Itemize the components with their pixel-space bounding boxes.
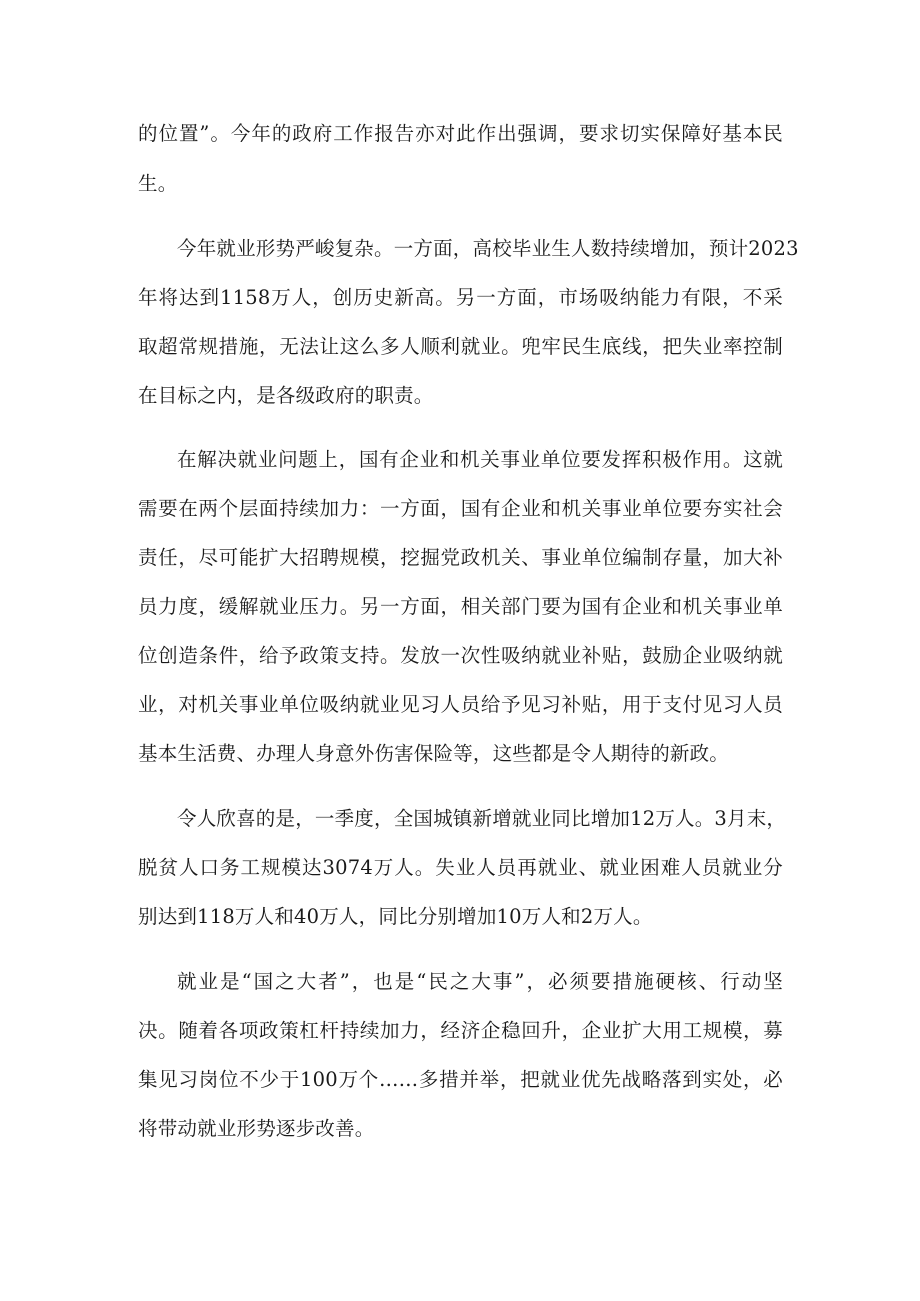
text-line-14: 令人欣喜的是，一季度，全国城镇新增就业同比增加12万人。3月末，: [177, 807, 787, 830]
text-line-5: 取超常规措施，无法让这么多人顺利就业。兜牢民生底线，把失业率控制: [138, 335, 783, 358]
text-line-11: 位创造条件，给予政策支持。发放一次性吸纳就业补贴，鼓励企业吸纳就: [138, 644, 783, 667]
text-line-4: 年将达到1158万人，创历史新高。另一方面，市场吸纳能力有限，不采: [138, 286, 783, 309]
text-line-20: 将带动就业形势逐步改善。: [138, 1117, 375, 1140]
text-line-19: 集见习岗位不少于100万个……多措并举，把就业优先战略落到实处，必: [138, 1068, 783, 1091]
text-line-17: 就业是“国之大者”，也是“民之大事”，必须要措施硬核、行动坚: [177, 970, 783, 993]
text-line-8: 需要在两个层面持续加力：一方面，国有企业和机关事业单位要夯实社会: [138, 497, 783, 520]
text-line-13: 基本生活费、办理人身意外伤害保险等，这些都是令人期待的新政。: [138, 742, 730, 765]
text-line-16: 别达到118万人和40万人，同比分别增加10万人和2万人。: [138, 905, 653, 928]
text-line-7: 在解决就业问题上，国有企业和机关事业单位要发挥积极作用。这就: [177, 448, 783, 471]
text-line-3: 今年就业形势严峻复杂。一方面，高校毕业生人数持续增加，预计2023: [177, 237, 799, 260]
text-line-9: 责任，尽可能扩大招聘规模，挖掘党政机关、事业单位编制存量，加大补: [138, 546, 783, 569]
text-line-12: 业，对机关事业单位吸纳就业见习人员给予见习补贴，用于支付见习人员: [138, 693, 783, 716]
text-line-2: 生。: [138, 172, 178, 195]
text-line-18: 决。随着各项政策杠杆持续加力，经济企稳回升，企业扩大用工规模，募: [138, 1019, 783, 1042]
text-line-1: 的位置”。今年的政府工作报告亦对此作出强调，要求切实保障好基本民: [138, 122, 783, 145]
text-line-15: 脱贫人口务工规模达3074万人。失业人员再就业、就业困难人员就业分: [138, 856, 783, 879]
text-line-6: 在目标之内，是各级政府的职责。: [138, 384, 434, 407]
text-line-10: 员力度，缓解就业压力。另一方面，相关部门要为国有企业和机关事业单: [138, 595, 783, 618]
